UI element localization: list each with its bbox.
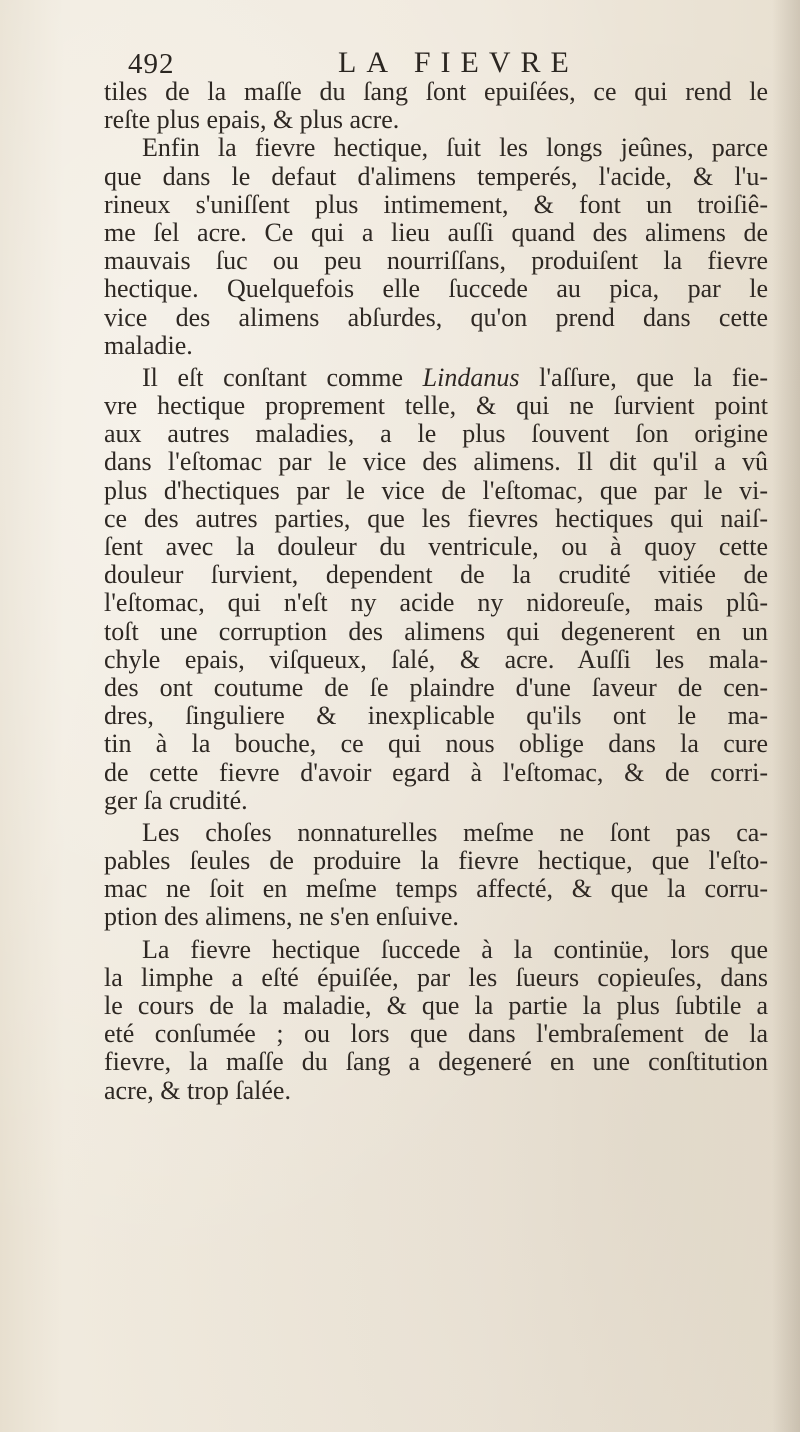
page-edge-shadow bbox=[772, 0, 800, 1432]
text-line: hectique. Quelquefois elle ſuccede au pica, par le bbox=[104, 274, 768, 304]
text-line: chyle epais, viſqueux, ſalé, & acre. Auſſi les mala- bbox=[104, 644, 768, 674]
text-line: tin à la bouche, ce qui nous oblige dans la cure bbox=[104, 729, 768, 759]
text-line: Les choſes nonnaturelles meſme ne ſont pas ca- bbox=[142, 817, 768, 847]
text-line: rineux s'uniſſent plus intimement, & font un troiſiê- bbox=[104, 189, 768, 219]
text-line: toſt une corruption des alimens qui degenerent en un bbox=[104, 616, 768, 646]
text-line: ption des alimens, ne s'en enſuive. bbox=[104, 902, 459, 932]
text-line: La fievre hectique ſuccede à la continüe, lors que bbox=[142, 934, 768, 964]
text-line: de cette fievre d'avoir egard à l'eſtomac, & de corri- bbox=[104, 757, 768, 787]
text-line: plus d'hectiques par le vice de l'eſtomac, que par le vi- bbox=[104, 475, 768, 505]
text-line: eté conſumée ; ou lors que dans l'embraſement de la bbox=[104, 1019, 768, 1049]
text-line: vre hectique proprement telle, & qui ne ſurvient point bbox=[104, 391, 768, 421]
text-line: Il eſt conſtant comme Lindanus l'aſſure, que la fie- bbox=[142, 362, 768, 392]
text-line: dres, ſinguliere & inexplicable qu'ils ont le ma- bbox=[104, 701, 768, 731]
page-number: 492 bbox=[128, 48, 175, 80]
text-line: aux autres maladies, a le plus ſouvent ſon origine bbox=[104, 419, 768, 449]
text-line: ce des autres parties, que les fievres hectiques qui naiſ- bbox=[104, 503, 768, 533]
text-line: tiles de la maſſe du ſang ſont epuiſées, ce qui rend le bbox=[104, 77, 768, 106]
text-line: maladie. bbox=[104, 330, 193, 360]
text-line: la limphe a eſté épuiſée, par les ſueurs copieuſes, dans bbox=[104, 962, 768, 992]
text-line: acre, & trop ſalée. bbox=[104, 1075, 291, 1105]
text-line: vice des alimens abſurdes, qu'on prend dans cette bbox=[104, 302, 768, 332]
running-title: LA FIEVRE bbox=[338, 46, 579, 79]
text-line: ſent avec la douleur du ventricule, ou à quoy cette bbox=[104, 532, 768, 561]
text-line: pables ſeules de produire la fievre hectique, que l'eſto- bbox=[104, 846, 768, 876]
text-line: me ſel acre. Ce qui a lieu auſſi quand des alimens de bbox=[104, 217, 768, 247]
text-line: mauvais ſuc ou peu nourriſſans, produiſent la fievre bbox=[104, 246, 768, 276]
text-line: que dans le defaut d'alimens temperés, l'acide, & l'u- bbox=[104, 161, 768, 191]
text-line: dans l'eſtomac par le vice des alimens. Il dit qu'il a vû bbox=[104, 447, 768, 477]
text-line: l'eſtomac, qui n'eſt ny acide ny nidoreuſe, mais plû- bbox=[104, 588, 768, 618]
text-line: reſte plus epais, & plus acre. bbox=[104, 105, 400, 135]
text-line: Enfin la fievre hectique, ſuit les longs jeûnes, parce bbox=[142, 133, 768, 163]
text-line: le cours de la maladie, & que la partie la plus ſubtile a bbox=[104, 991, 768, 1020]
text-line: douleur ſurvient, dependent de la crudité vitiée de bbox=[104, 560, 768, 590]
text-line: mac ne ſoit en meſme temps affecté, & que la corru- bbox=[104, 874, 768, 904]
text-line: fievre, la maſſe du ſang a degeneré en une conſtitution bbox=[104, 1047, 768, 1077]
text-line: ger ſa crudité. bbox=[104, 785, 248, 815]
text-line: des ont coutume de ſe plaindre d'une ſaveur de cen- bbox=[104, 672, 768, 702]
body-text bbox=[104, 78, 768, 1105]
